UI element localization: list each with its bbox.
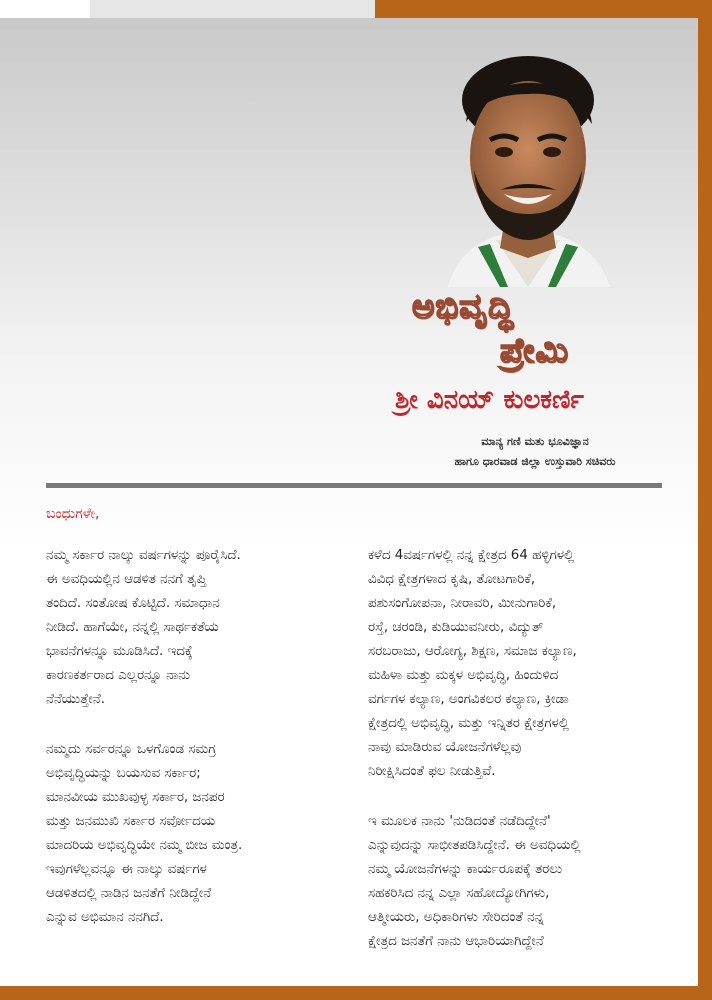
title-line-2: ಪ್ರೇಮಿ xyxy=(500,331,569,371)
left-column xyxy=(46,544,356,956)
section-divider xyxy=(46,483,662,488)
paragraph: ಕಳೆದ 4ವರ್ಷಗಳಲ್ಲಿ ನನ್ನ ಕ್ಷೇತ್ರದ 64 ಹಳ್ಳಿಗಳಲ್ಲಿ ವಿವಿಧ ಕ್ಷೇತ್ರಗಳಾದ ಕೃಷಿ, ತೋಟಗಾರಿಕೆ, ಪಶುಸಂಗೋಪನಾ, ನೀರಾವರಿ, ಮೀನುಗಾರಿಕೆ, ರಸ್ತೆ, ಚರಂಡಿ, ಕುಡಿಯುವನೀರು, ವಿದ್ಯುತ್ ಸರಬರಾಜು, ಆರೋಗ್ಯ, ಶಿಕ್ಷಣ, ಸಮಾಜ ಕಲ್ಯಾಣ, ಮಹಿಳಾ ಮತ್ತು ಮಕ್ಕಳ ಅಭಿವೃದ್ಧಿ, ಹಿಂದುಳಿದ ವರ್ಗಗಳ ಕಲ್ಯಾಣ, ಅಂಗವಿಕಲರ ಕಲ್ಯಾಣ, ಕ್ರೀಡಾ ಕ್ಷೇತ್ರದಲ್ಲಿ ಅಭಿವೃದ್ಧಿ, ಮತ್ತು ಇನ್ನಿತರ ಕ್ಷೇತ್ರಗಳಲ್ಲಿ ನಾವು ಮಾಡಿರುವ ಯೋಜನೆಗಳೆಲ್ಲವು ನಿರೀಕ್ಷಿಸಿದಂತೆ ಫಲ ನೀಡುತ್ತಿವೆ. xyxy=(368,548,577,779)
minister-name: ಶ್ರೀ ವಿನಯ್ ಕುಲಕರ್ಣಿ xyxy=(395,385,584,415)
minister-portrait xyxy=(438,52,618,287)
paragraph: ನಮ್ಮ ಸರ್ಕಾರ ನಾಲ್ಕು ವರ್ಷಗಳನ್ನು ಪೂರೈಸಿದೆ. ಈ ಅವಧಿಯಲ್ಲಿನ ಆಡಳಿತ ನನಗೆ ತೃಪ್ತಿ ತಂದಿದೆ. ಸಂತೋಷ ಕೊಟ್ಟಿದೆ. ಸಮಾಧಾನ ನೀಡಿದೆ. ಹಾಗೆಯೇ, ನನ್ನಲ್ಲಿ ಸಾರ್ಥಕತೆಯ ಭಾವನೆಗಳನ್ನೂ ಮೂಡಿಸಿದೆ. ಇದಕ್ಕೆ ಕಾರಣಕರ್ತರಾದ ಎಲ್ಲರನ್ನೂ ನಾನು ನೆನೆಯುತ್ತೇನೆ. xyxy=(46,548,241,707)
designation xyxy=(420,432,650,472)
paragraph: ನಮ್ಮದು ಸರ್ವರನ್ನೂ ಒಳಗೊಂಡ ಸಮಗ್ರ ಅಭಿವೃದ್ಧಿಯನ್ನು ಬಯಸುವ ಸರ್ಕಾರ; ಮಾನವೀಯ ಮುಖವುಳ್ಳ ಸರ್ಕಾರ, ಜನಪರ ಮತ್ತು ಜನಮುಖಿ ಸರ್ಕಾರ ಸರ್ವೋದಯ ಮಾದರಿಯ ಅಭಿವೃದ್ಧಿಯೇ ನಮ್ಮ ಬೀಜ ಮಂತ್ರ. ಇವುಗಳೆಲ್ಲವನ್ನೂ ಈ ನಾಲ್ಕು ವರ್ಷಗಳ ಆಡಳಿತದಲ್ಲಿ ನಾಡಿನ ಜನತೆಗೆ ನೀಡಿದ್ದೇನೆ ಎನ್ನುವ ಅಭಿಮಾನ ನನಗಿದೆ. xyxy=(46,742,243,925)
top-grey-band xyxy=(90,0,375,18)
top-orange-band xyxy=(375,0,712,18)
title-line-1: ಅಭಿವೃದ್ಧಿ xyxy=(412,287,514,327)
designation-line-1: ಮಾನ್ಯ ಗಣಿ ಮತು ಭೂವಿಜ್ಞಾನ xyxy=(481,435,589,448)
side-orange-band xyxy=(698,18,712,1000)
bottom-orange-band xyxy=(0,986,712,1000)
paragraph: ಇ ಮೂಲಕ ನಾನು 'ನುಡಿದಂತೆ ನಡೆದಿದ್ದೇನೆ' ಎನ್ನುವುದನ್ನು ಸಾಭೀತಪಡಿಸಿದ್ದೇನೆ. ಈ ಅವಧಿಯಲ್ಲಿ ನಮ್ಮ ಯೋಜನೆಗಳನ್ನು ಕಾರ್ಯರೂಪಕ್ಕೆ ತರಲು ಸಹಕರಿಸಿದ ನನ್ನ ಎಲ್ಲಾ ಸಹೋದ್ಯೋಗಿಗಳು, ಆತ್ಮೀಯರು, ಅಧಿಕಾರಿಗಳು ಸೇರಿದಂತೆ ನನ್ನ ಕ್ಷೇತ್ರದ ಜನತೆಗೆ ನಾನು ಆಭಾರಿಯಾಗಿದ್ದೇನೆ xyxy=(368,814,581,949)
greeting: ಬಂಧುಗಳೇ, xyxy=(46,506,100,522)
designation-line-2: ಹಾಗೂ ಧಾರವಾಡ ಜಿಲ್ಲಾ ಉಸ್ತುವಾರಿ ಸಚಿವರು xyxy=(454,455,616,468)
right-column xyxy=(368,544,668,980)
